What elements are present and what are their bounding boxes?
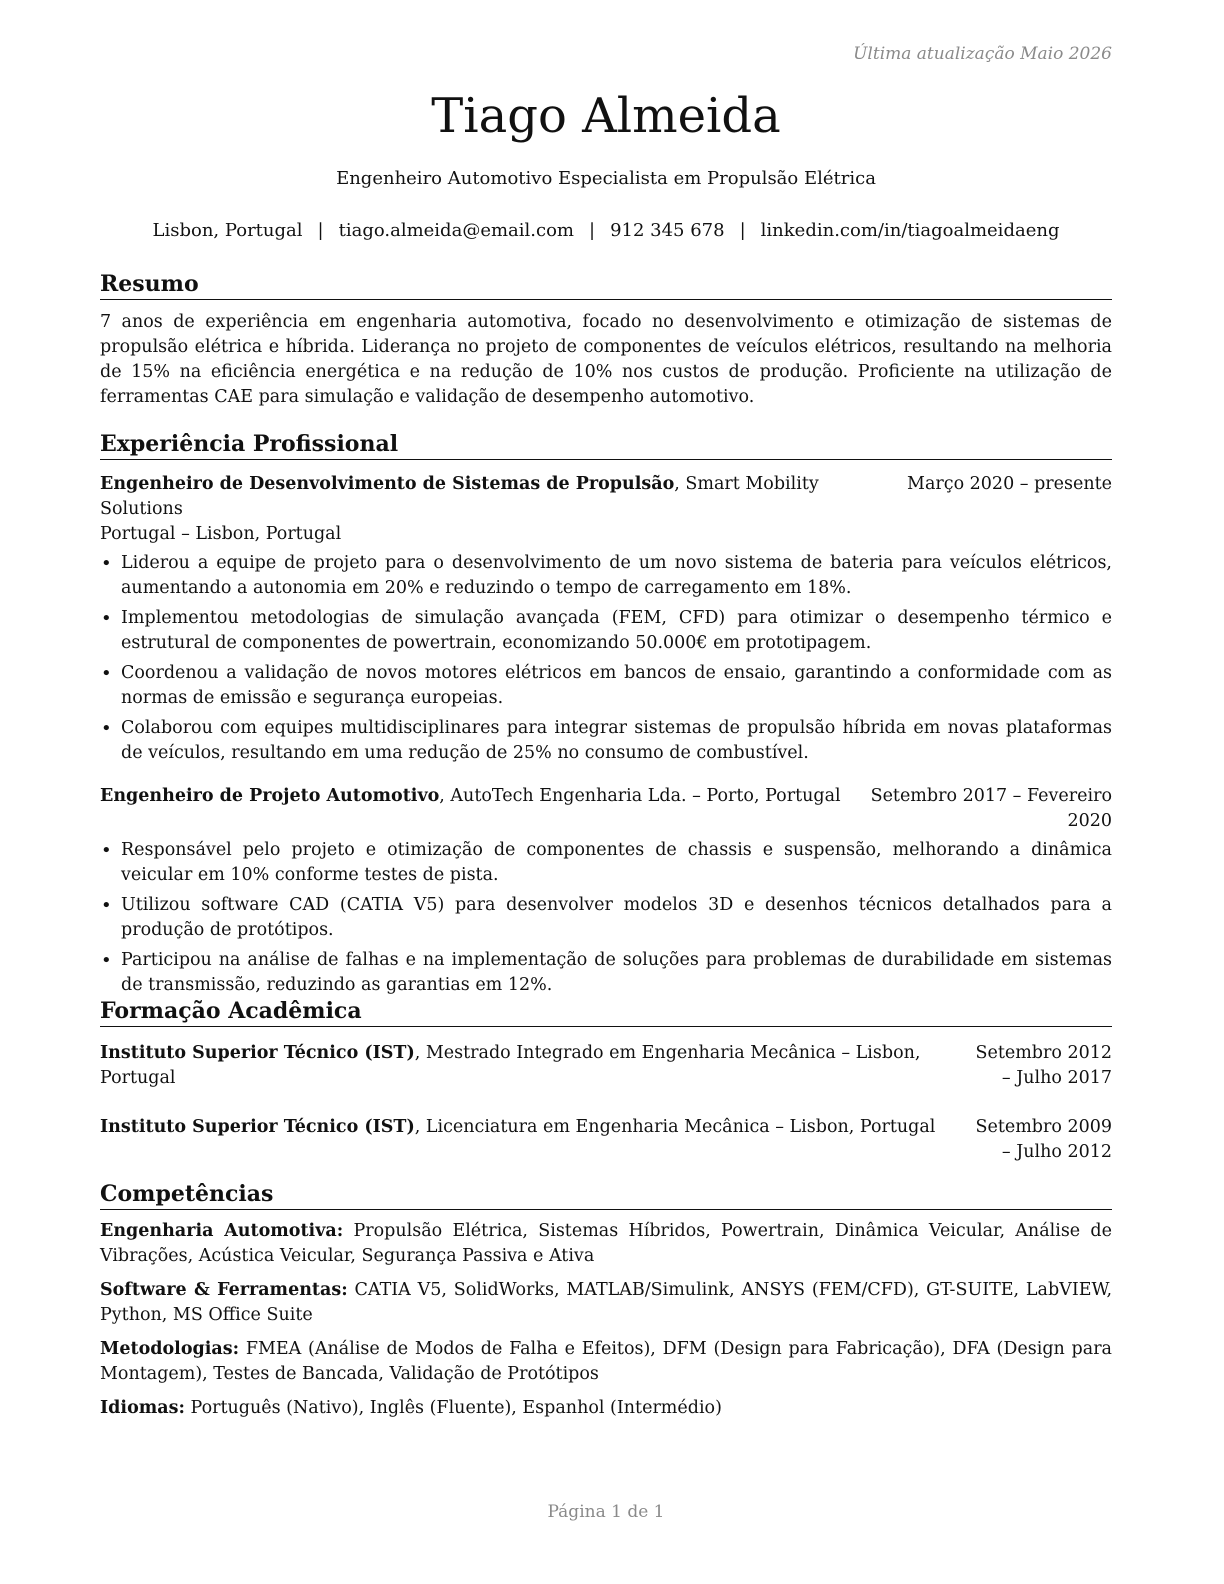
education-degree: , Mestrado Integrado em Engenharia Mecânica – Lisbon, Portugal: [100, 1043, 921, 1088]
resume-page: [100, 0, 1112, 1584]
skill-value: Propulsão Elétrica, Sistemas Híbridos, Powertrain, Dinâmica Veicular, Análise de Vibrações, Acústica Veicular, Segurança Passiva e Ativa: [100, 1221, 1112, 1266]
skills-section: [100, 1180, 1112, 1421]
contact-email[interactable]: tiago.almeida@email.com: [338, 220, 574, 241]
candidate-name: Tiago Almeida: [431, 88, 781, 144]
list-item: • Participou na análise de falhas e na implementação de soluções para problemas de durabilidade em sistemas de transmissão, reduzindo as garantias em 12%.: [100, 948, 1112, 998]
section-title-education: Formação Acadêmica: [100, 997, 1112, 1027]
skill-label: Software & Ferramentas:: [100, 1280, 348, 1300]
experience-section: [100, 430, 1112, 1003]
contact-separator: |: [589, 220, 596, 241]
list-item: • Coordenou a validação de novos motores elétricos em bancos de ensaio, garantindo a conformidade com as normas de emissão e segurança europeias.: [100, 661, 1112, 711]
job-role: Engenheiro de Desenvolvimento de Sistemas de Propulsão: [100, 474, 675, 494]
section-title-experience: Experiência Profissional: [100, 430, 1112, 460]
job-dates: Março 2020 – presente: [907, 474, 1112, 494]
job-dates: Setembro 2017 – Fevereiro 2020: [870, 786, 1112, 831]
list-item: • Responsável pelo projeto e otimização de componentes de chassis e suspensão, melhorando a dinâmica veicular em 10% conforme testes de pista.: [100, 838, 1112, 888]
skill-label: Engenharia Automotiva:: [100, 1221, 344, 1241]
skill-row: [100, 1337, 1112, 1387]
section-title-skills: Competências: [100, 1180, 1112, 1210]
contact-separator: |: [317, 220, 324, 241]
last-updated: Última atualização Maio 2026: [853, 44, 1112, 64]
summary-text: 7 anos de experiência em engenharia automotiva, focado no desenvolvimento e otimização de sistemas de propulsão elétrica e híbrida. Liderança no projeto de componentes de veículos elétricos, resultando na melhoria de 15% na eficiência energética e na redução de 10% nos custos de produção. Proficiente na utilização de ferramentas CAE para simulação e validação de desempenho automotivo.: [100, 312, 1112, 407]
contact-location: Lisbon, Portugal: [152, 220, 303, 241]
job-entry: [100, 472, 1112, 766]
job-title-line: [100, 784, 842, 809]
education-description: [100, 1041, 962, 1091]
job-header: [100, 472, 1112, 522]
section-title-summary: Resumo: [100, 270, 1112, 300]
education-school: Instituto Superior Técnico (IST): [100, 1043, 415, 1063]
list-item: • Liderou a equipe de projeto para o desenvolvimento de um novo sistema de bateria para veículos elétricos, aumentando a autonomia em 20% e reduzindo o tempo de carregamento em 18%.: [100, 551, 1112, 601]
skill-value: CATIA V5, SolidWorks, MATLAB/Simulink, ANSYS (FEM/CFD), GT-SUITE, LabVIEW, Python, MS Office Suite: [100, 1280, 1113, 1325]
job-company: , Smart Mobility Solutions: [100, 474, 819, 519]
contact-separator: |: [739, 220, 746, 241]
job-entry: [100, 784, 1112, 998]
candidate-tagline: Engenheiro Automotivo Especialista em Propulsão Elétrica: [336, 168, 876, 189]
job-role: Engenheiro de Projeto Automotivo: [100, 786, 440, 806]
job-header: [100, 784, 1112, 834]
education-entry: [100, 1115, 1112, 1165]
skill-value: Português (Nativo), Inglês (Fluente), Espanhol (Intermédio): [190, 1398, 722, 1418]
contact-phone[interactable]: 912 345 678: [610, 220, 725, 241]
job-location: Portugal – Lisbon, Portugal: [100, 524, 342, 544]
skill-label: Metodologias:: [100, 1339, 240, 1359]
contact-line: [100, 220, 1112, 241]
list-item: • Utilizou software CAD (CATIA V5) para desenvolver modelos 3D e desenhos técnicos detalhados para a produção de protótipos.: [100, 893, 1112, 943]
job-title-line: [100, 472, 887, 522]
page-number: Página 1 de 1: [547, 1502, 665, 1522]
job-company: , AutoTech Engenharia Lda. – Porto, Portugal: [439, 786, 841, 806]
education-description: [100, 1115, 962, 1165]
education-school: Instituto Superior Técnico (IST): [100, 1117, 415, 1137]
education-section: [100, 997, 1112, 1165]
education-dates: Setembro 2012 – Julho 2017: [975, 1043, 1112, 1088]
job-bullets: [100, 838, 1112, 998]
skill-row: [100, 1396, 1112, 1421]
education-dates: Setembro 2009 – Julho 2012: [975, 1117, 1112, 1162]
skill-row: [100, 1219, 1112, 1269]
contact-linkedin[interactable]: linkedin.com/in/tiagoalmeidaeng: [760, 220, 1060, 241]
list-item: • Implementou metodologias de simulação avançada (FEM, CFD) para otimizar o desempenho térmico e estrutural de componentes de powertrain, economizando 50.000€ em prototipagem.: [100, 606, 1112, 656]
education-entry: [100, 1041, 1112, 1091]
education-degree: , Licenciatura em Engenharia Mecânica – Lisbon, Portugal: [414, 1117, 936, 1137]
skill-row: [100, 1278, 1112, 1328]
skill-value: FMEA (Análise de Modos de Falha e Efeitos), DFM (Design para Fabricação), DFA (Design para Montagem), Testes de Bancada, Validação de Protótipos: [100, 1339, 1112, 1384]
list-item: • Colaborou com equipes multidisciplinares para integrar sistemas de propulsão híbrida em novas plataformas de veículos, resultando em uma redução de 25% no consumo de combustível.: [100, 716, 1112, 766]
job-bullets: [100, 551, 1112, 766]
summary-section: [100, 270, 1112, 410]
skill-label: Idiomas:: [100, 1398, 185, 1418]
